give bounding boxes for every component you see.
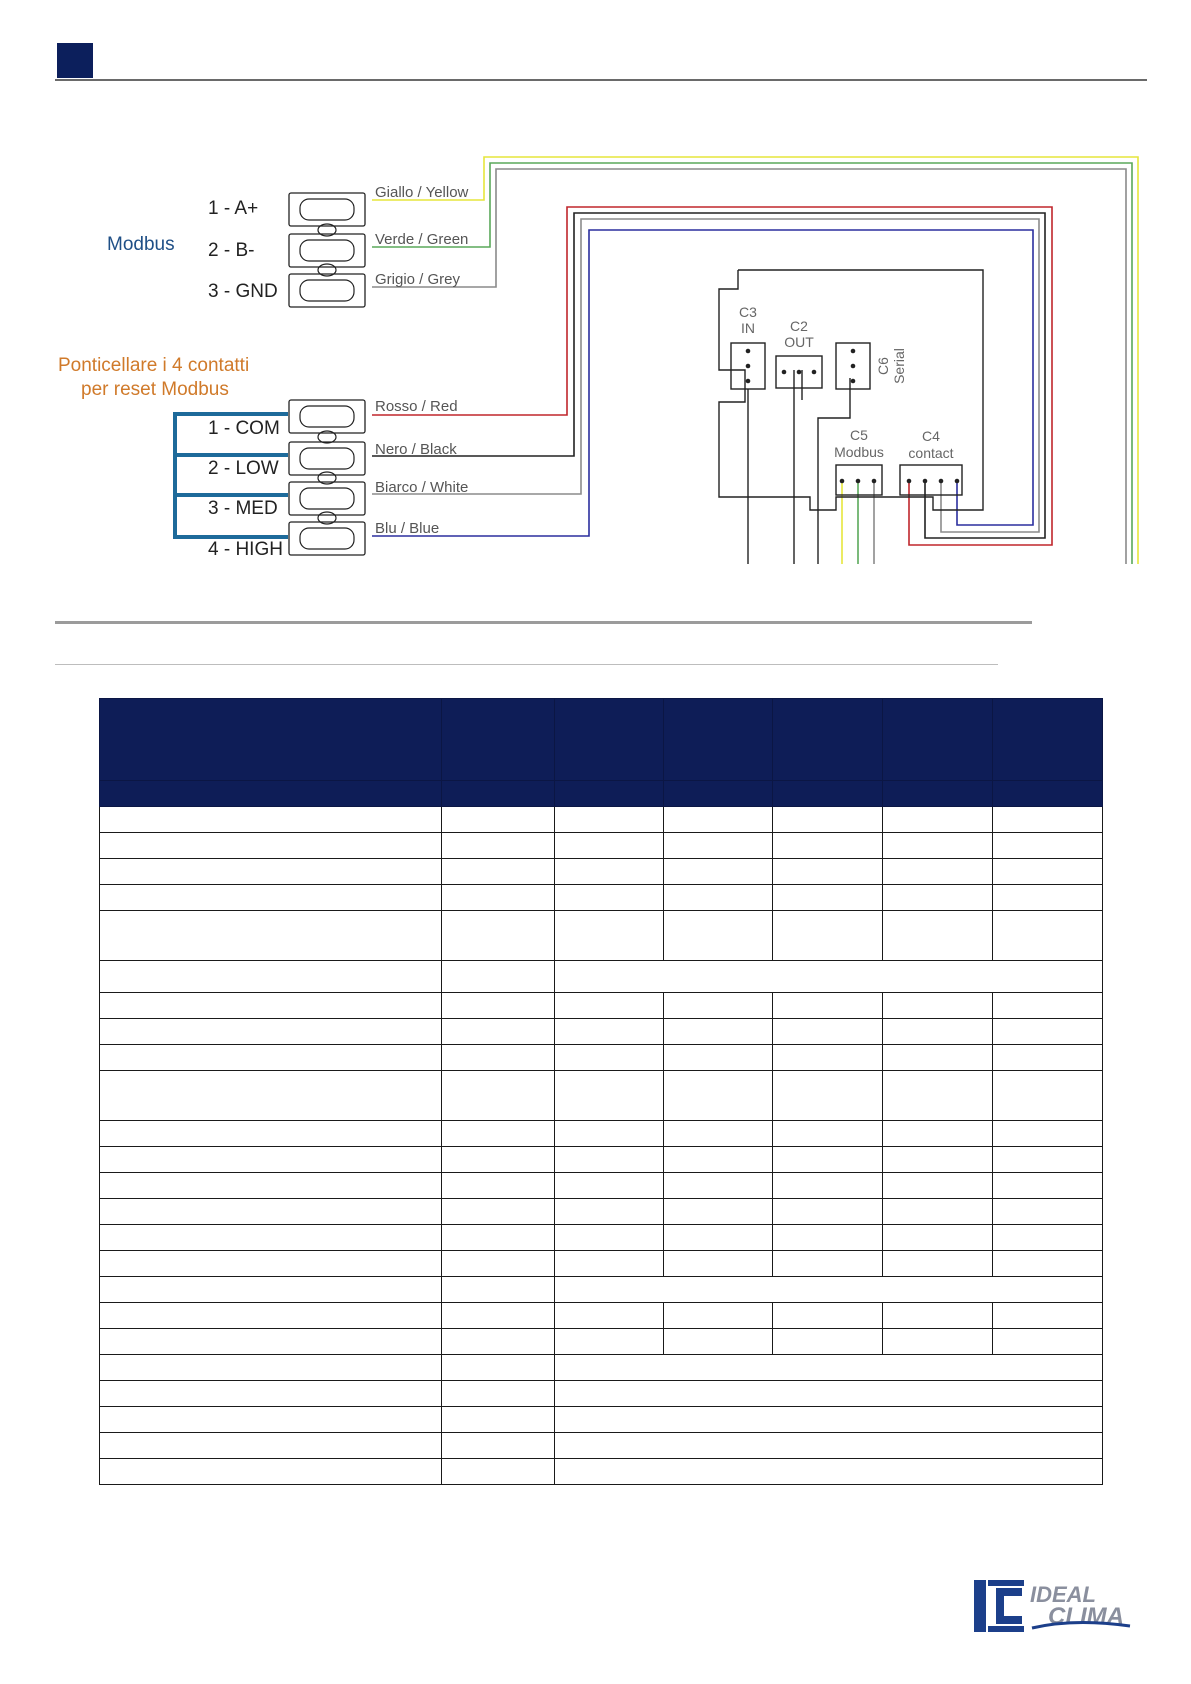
spec-table	[99, 698, 1103, 1485]
c2-sub: OUT	[784, 334, 814, 350]
table-row	[100, 1019, 1103, 1045]
note-line-2: per reset Modbus	[81, 379, 229, 400]
terminal-com: 1 - COM	[208, 418, 280, 439]
table-row	[100, 1121, 1103, 1147]
logo-text-ideal: IDEAL	[1030, 1582, 1096, 1607]
table-header-subrow	[100, 781, 1103, 807]
section-rule	[55, 621, 1032, 624]
c4-label: C4	[922, 428, 940, 444]
terminal-b: 2 - B-	[208, 240, 255, 261]
wire-label-grey: Grigio / Grey	[375, 271, 461, 288]
table-row	[100, 1303, 1103, 1329]
table-row	[100, 1459, 1103, 1485]
table-row	[100, 1147, 1103, 1173]
wire-label-green: Verde / Green	[375, 231, 469, 248]
wire-blue	[372, 230, 1033, 536]
c4-sub: contact	[908, 445, 954, 461]
wire-white	[372, 219, 1039, 532]
terminal-gnd: 3 - GND	[208, 281, 278, 302]
section-subrule	[55, 664, 998, 665]
table-row	[100, 1199, 1103, 1225]
c6-sub: Serial	[891, 348, 907, 384]
table-row	[100, 885, 1103, 911]
table-row	[100, 859, 1103, 885]
wire-label-black: Nero / Black	[375, 441, 457, 458]
c5-label: C5	[850, 427, 868, 443]
table-row	[100, 1433, 1103, 1459]
table-row	[100, 807, 1103, 833]
board-outline	[719, 270, 983, 510]
wire-green	[372, 163, 1132, 564]
wire-label-blue: Blu / Blue	[375, 520, 440, 537]
terminal-a: 1 - A+	[208, 198, 259, 219]
table-row	[100, 1355, 1103, 1381]
table-row	[100, 833, 1103, 859]
table-row	[100, 1407, 1103, 1433]
modbus-label: Modbus	[107, 234, 175, 255]
ideal-clima-logo	[974, 1578, 1134, 1638]
note-line-1: Ponticellare i 4 contatti	[58, 355, 250, 376]
table-row	[100, 993, 1103, 1019]
table-row	[100, 1277, 1103, 1303]
table-row	[100, 1329, 1103, 1355]
table-row	[100, 1381, 1103, 1407]
table-row	[100, 911, 1103, 961]
table-header-row	[100, 699, 1103, 781]
table-row	[100, 1251, 1103, 1277]
c3-label: C3	[739, 304, 757, 320]
wire-yellow	[372, 157, 1138, 564]
terminal-high: 4 - HIGH	[208, 539, 283, 560]
table-row	[100, 1045, 1103, 1071]
wire-label-red: Rosso / Red	[375, 398, 458, 415]
table-row	[100, 1225, 1103, 1251]
terminal-low: 2 - LOW	[208, 458, 279, 479]
table-row	[100, 961, 1103, 993]
wire-label-white: Biarco / White	[375, 479, 469, 496]
c6-label: C6	[875, 357, 891, 375]
wire-black	[372, 213, 1045, 538]
c2-label: C2	[790, 318, 808, 334]
table-row	[100, 1173, 1103, 1199]
logo-text-clima: CLIMA	[1048, 1603, 1124, 1630]
c3-sub: IN	[741, 320, 755, 336]
wire-label-yellow: Giallo / Yellow	[375, 184, 469, 201]
terminal-med: 3 - MED	[208, 498, 278, 519]
wiring-diagram	[0, 0, 1191, 600]
c5-sub: Modbus	[834, 444, 884, 460]
table-row	[100, 1071, 1103, 1121]
